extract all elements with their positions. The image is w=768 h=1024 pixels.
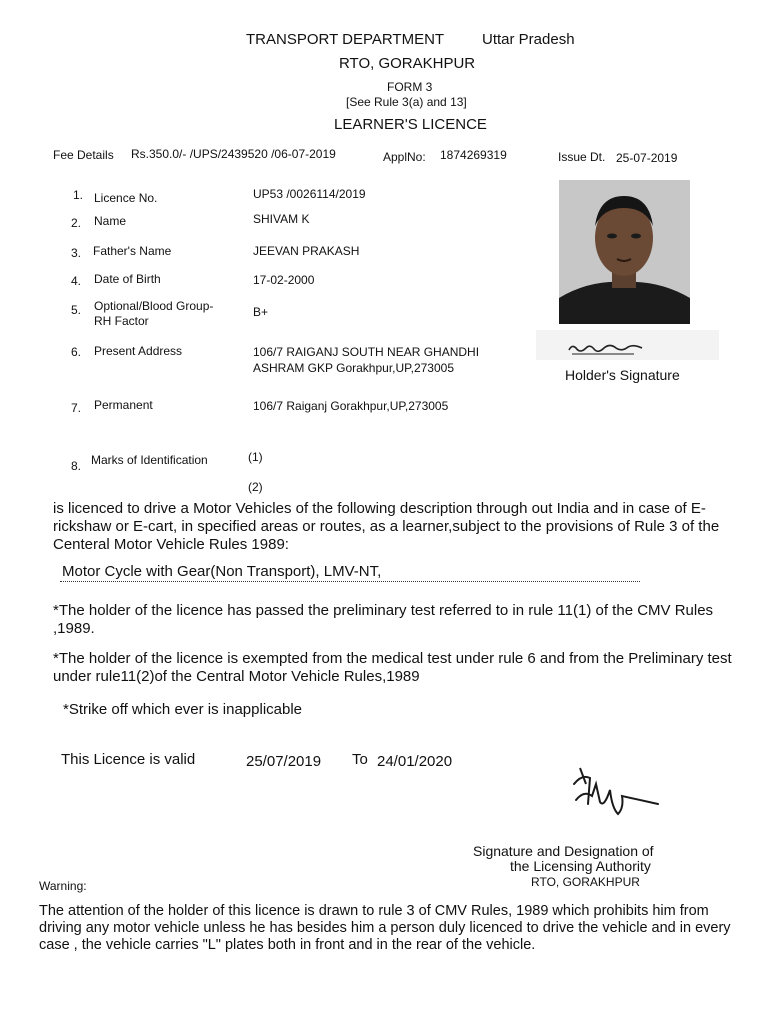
field-value-mark-1: (1) — [248, 450, 263, 464]
note-medical-exemption: *The holder of the licence is exempted from the medical test under rule 6 and from the Preliminary test under rule11(2)of the Central Motor Vehicle Rules,1989 — [53, 650, 732, 685]
issue-value: 25-07-2019 — [616, 151, 678, 165]
field-value-blood-group: B+ — [253, 305, 269, 319]
holder-signature-label: Holder's Signature — [565, 367, 680, 383]
field-label-fathers-name: Father's Name — [93, 244, 172, 258]
field-num-4: 4. — [71, 274, 82, 288]
rule-reference: [See Rule 3(a) and 13] — [346, 95, 467, 109]
field-value-present-address-1: 106/7 RAIGANJ SOUTH NEAR GHANDHI — [253, 345, 480, 359]
field-label-present-address: Present Address — [94, 344, 183, 358]
field-value-mark-2: (2) — [248, 480, 263, 494]
warning-text: The attention of the holder of this licence is drawn to rule 3 of CMV Rules, 1989 which prohibits him from driving any motor vehicle unless he has besides him a person duly licenced to drive the vehicle and in every case , the vehicle carries "L" plates both in front and in the rear of the vehicle. — [39, 903, 731, 953]
state-heading: Uttar Pradesh — [482, 31, 575, 48]
authority-line-2: the Licensing Authority — [510, 858, 651, 874]
form-number: FORM 3 — [387, 80, 433, 94]
vehicle-class-dotted-line — [60, 581, 640, 582]
strike-note: *Strike off which ever is inapplicable — [63, 701, 303, 718]
field-num-2: 2. — [71, 216, 82, 230]
authority-office: RTO, GORAKHPUR — [531, 875, 640, 889]
fee-label: Fee Details — [53, 148, 114, 162]
field-value-permanent: 106/7 Raiganj Gorakhpur,UP,273005 — [253, 399, 449, 413]
field-label-permanent: Permanent — [94, 398, 153, 412]
vehicle-class: Motor Cycle with Gear(Non Transport), LMV-NT, — [62, 563, 382, 580]
field-num-3: 3. — [71, 246, 82, 260]
field-label-marks: Marks of Identification — [91, 453, 208, 467]
field-label-name: Name — [94, 214, 127, 228]
field-label-rh-factor: RH Factor — [94, 314, 149, 328]
field-label-dob: Date of Birth — [94, 272, 161, 286]
field-label-licence-no: Licence No. — [94, 191, 158, 205]
field-num-6: 6. — [71, 345, 82, 359]
licence-paragraph: is licenced to drive a Motor Vehicles of the following description through out India and in case of E-rickshaw or E-cart, in specified areas or routes, as a learner,subject to the provisions of Rule 3 of the Centeral Motor Vehicle Rules 1989: — [53, 500, 720, 553]
validity-to-label: To — [352, 751, 368, 768]
fee-value: Rs.350.0/- /UPS/2439520 /06-07-2019 — [131, 147, 336, 161]
department-heading: TRANSPORT DEPARTMENT — [246, 31, 445, 48]
warning-label: Warning: — [39, 879, 87, 893]
field-num-5: 5. — [71, 303, 82, 317]
field-num-8: 8. — [71, 459, 82, 473]
authority-line-1: Signature and Designation of — [473, 843, 654, 859]
authority-signature-image — [566, 760, 666, 830]
validity-label: This Licence is valid — [61, 751, 196, 768]
field-value-present-address-2: ASHRAM GKP Gorakhpur,UP,273005 — [253, 361, 454, 375]
field-label-blood-group: Optional/Blood Group- — [94, 299, 214, 313]
note-preliminary-test: *The holder of the licence has passed the preliminary test referred to in rule 11(1) of the CMV Rules ,1989. — [53, 602, 714, 637]
appl-value: 1874269319 — [440, 148, 507, 162]
holder-signature-image — [536, 330, 719, 360]
field-value-licence-no: UP53 /0026114/2019 — [253, 187, 366, 201]
field-value-fathers-name: JEEVAN PRAKASH — [253, 244, 360, 258]
validity-to: 24/01/2020 — [377, 753, 453, 770]
field-num-1: 1. — [73, 188, 84, 202]
appl-label: ApplNo: — [383, 150, 426, 164]
field-num-7: 7. — [71, 401, 82, 415]
holder-signature-area — [536, 330, 719, 360]
field-value-dob: 17-02-2000 — [253, 273, 315, 287]
page-title: LEARNER'S LICENCE — [334, 116, 487, 133]
office-heading: RTO, GORAKHPUR — [339, 55, 476, 72]
validity-from: 25/07/2019 — [246, 753, 322, 770]
field-value-name: SHIVAM K — [253, 212, 310, 226]
holder-photo — [559, 180, 690, 324]
issue-label: Issue Dt. — [558, 150, 606, 164]
